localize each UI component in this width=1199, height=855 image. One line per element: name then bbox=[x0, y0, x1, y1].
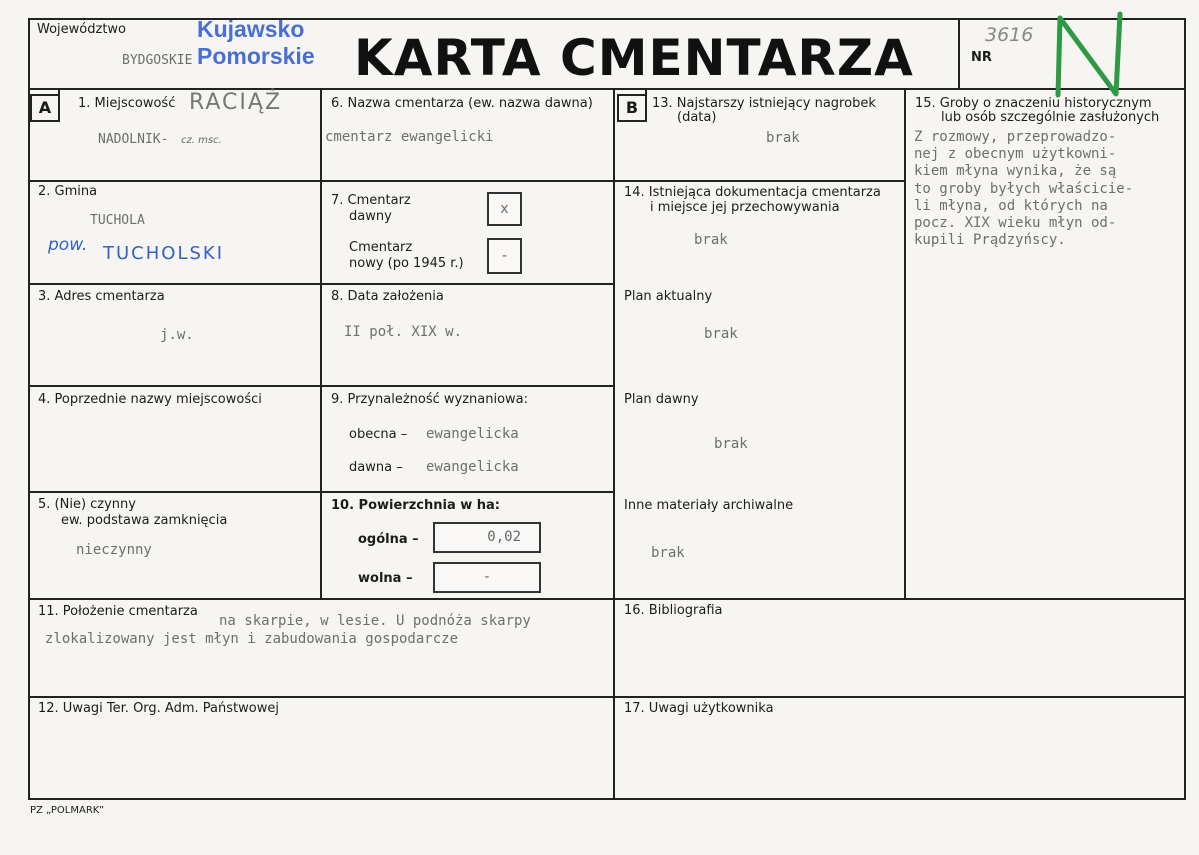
field-6-typed: cmentarz ewangelicki bbox=[325, 129, 494, 145]
plan-current-label: Plan aktualny bbox=[624, 289, 713, 304]
field-2-label: 2. Gmina bbox=[38, 184, 98, 199]
col-divider-1 bbox=[320, 88, 322, 598]
row-divider-b1 bbox=[613, 180, 906, 182]
row-divider-5 bbox=[28, 598, 1186, 600]
field-8-label: 8. Data założenia bbox=[331, 289, 444, 304]
field-2-prefix: pow. bbox=[48, 235, 88, 255]
field-14-label-1: 14. Istniejąca dokumentacja cmentarza bbox=[624, 185, 881, 200]
field-6-label: 6. Nazwa cmentarza (ew. nazwa dawna) bbox=[331, 96, 593, 111]
field-7-old-label-2: dawny bbox=[349, 209, 392, 224]
field-15-line: to groby byłych właścicie- bbox=[914, 180, 1134, 197]
field-2-typed: TUCHOLA bbox=[90, 213, 145, 228]
frame-right bbox=[1184, 18, 1186, 800]
field-7-new-checkbox[interactable]: - bbox=[487, 238, 522, 274]
field-4-label: 4. Poprzednie nazwy miejscowości bbox=[38, 392, 262, 407]
other-archives-typed: brak bbox=[651, 545, 685, 561]
field-16-label: 16. Bibliografia bbox=[624, 603, 723, 618]
field-15-line: Z rozmowy, przeprowadzo- bbox=[914, 129, 1117, 145]
nr-label: NR bbox=[971, 50, 992, 65]
stamp-line1: Kujawsko bbox=[197, 16, 305, 42]
field-15-line: kiem młyna wynika, że są bbox=[914, 163, 1117, 180]
nr-handwritten: 3616 bbox=[985, 24, 1034, 46]
field-10-free-box[interactable]: - bbox=[433, 562, 541, 593]
col-divider-2 bbox=[613, 88, 615, 798]
field-15-label-2: lub osób szczególnie zasłużonych bbox=[941, 110, 1160, 125]
field-10-total-box[interactable] bbox=[433, 522, 541, 553]
field-13-typed: brak bbox=[766, 130, 800, 146]
field-17-label: 17. Uwagi użytkownika bbox=[624, 701, 774, 716]
field-5-label-2: ew. podstawa zamknięcia bbox=[61, 513, 228, 528]
field-15-line: pocz. XIX wieku młyn od- bbox=[914, 215, 1117, 231]
voivodeship-typed: BYDGOSKIE bbox=[122, 53, 193, 68]
field-8-typed: II poł. XIX w. bbox=[344, 324, 463, 340]
field-1-typed: NADOLNIK- bbox=[98, 132, 169, 147]
field-7-new-label-1: Cmentarz bbox=[349, 240, 413, 255]
field-1-typed-suffix: cz. msc. bbox=[181, 135, 222, 146]
nr-letter-mark bbox=[1050, 10, 1130, 100]
field-14-typed: brak bbox=[694, 232, 728, 248]
field-7-new-label-2: nowy (po 1945 r.) bbox=[349, 256, 464, 271]
other-archives-label: Inne materiały archiwalne bbox=[624, 498, 794, 513]
printer-mark: PZ „POLMARK” bbox=[30, 805, 105, 816]
field-11-line1: na skarpie, w lesie. U podnóża skarpy bbox=[219, 613, 531, 629]
field-9-label: 9. Przynależność wyznaniowa: bbox=[331, 392, 529, 407]
field-13-label-2: (data) bbox=[677, 110, 717, 125]
field-15-label-1: 15. Groby o znaczeniu historycznym bbox=[915, 96, 1152, 111]
frame-bottom bbox=[28, 798, 1186, 800]
field-14-label-2: i miejsce jej przechowywania bbox=[650, 200, 840, 215]
field-15-line: nej z obecnym użytkowni- bbox=[914, 146, 1117, 163]
field-9-former-label: dawna – bbox=[349, 460, 403, 475]
field-10-total-value: 0,02 bbox=[487, 529, 521, 545]
field-15-line: li młyna, od których na bbox=[914, 197, 1108, 214]
field-11-label: 11. Położenie cmentarza bbox=[38, 604, 198, 619]
field-3-typed: j.w. bbox=[160, 327, 194, 343]
page-title: KARTA CMENTARZA bbox=[354, 29, 914, 87]
section-b-letter: B bbox=[617, 94, 647, 122]
field-7-old-checkbox[interactable]: x bbox=[487, 192, 522, 226]
row-divider-2 bbox=[28, 283, 615, 285]
field-3-label: 3. Adres cmentarza bbox=[38, 289, 165, 304]
row-divider-4 bbox=[28, 491, 615, 493]
plan-former-typed: brak bbox=[714, 436, 748, 452]
field-1-handwritten: RACIĄŻ bbox=[189, 90, 283, 115]
field-5-label-1: 5. (Nie) czynny bbox=[38, 497, 136, 512]
field-13-label-1: 13. Najstarszy istniejący nagrobek bbox=[652, 96, 876, 111]
field-9-current-label: obecna – bbox=[349, 427, 408, 442]
section-a-edge bbox=[58, 90, 60, 120]
nr-divider bbox=[958, 18, 960, 88]
field-9-former-value: ewangelicka bbox=[426, 459, 519, 475]
field-10-free-label: wolna – bbox=[358, 571, 413, 586]
field-15-line: kupili Prądzyńscy. bbox=[914, 232, 1066, 249]
row-divider-6 bbox=[28, 696, 1186, 698]
field-9-current-value: ewangelicka bbox=[426, 426, 519, 442]
row-divider-1 bbox=[28, 180, 615, 182]
section-b-edge bbox=[645, 90, 647, 120]
field-11-line2: zlokalizowany jest młyn i zabudowania gospodarcze bbox=[45, 631, 459, 647]
stamp-line2: Pomorskie bbox=[197, 43, 315, 69]
field-7-old-label-1: 7. Cmentarz bbox=[331, 193, 411, 208]
col-divider-3 bbox=[904, 88, 906, 598]
field-10-label: 10. Powierzchnia w ha: bbox=[331, 498, 501, 513]
voivodeship-label: Województwo bbox=[37, 22, 127, 37]
field-1-label: 1. Miejscowość bbox=[78, 96, 176, 111]
frame-left bbox=[28, 18, 30, 800]
field-2-handwritten: TUCHOLSKI bbox=[103, 243, 225, 264]
section-a-letter: A bbox=[30, 94, 60, 122]
field-10-total-label: ogólna – bbox=[358, 532, 419, 547]
plan-current-typed: brak bbox=[704, 326, 738, 342]
row-divider-3 bbox=[28, 385, 615, 387]
plan-former-label: Plan dawny bbox=[624, 392, 699, 407]
field-5-typed: nieczynny bbox=[76, 542, 152, 558]
field-12-label: 12. Uwagi Ter. Org. Adm. Państwowej bbox=[38, 701, 279, 716]
